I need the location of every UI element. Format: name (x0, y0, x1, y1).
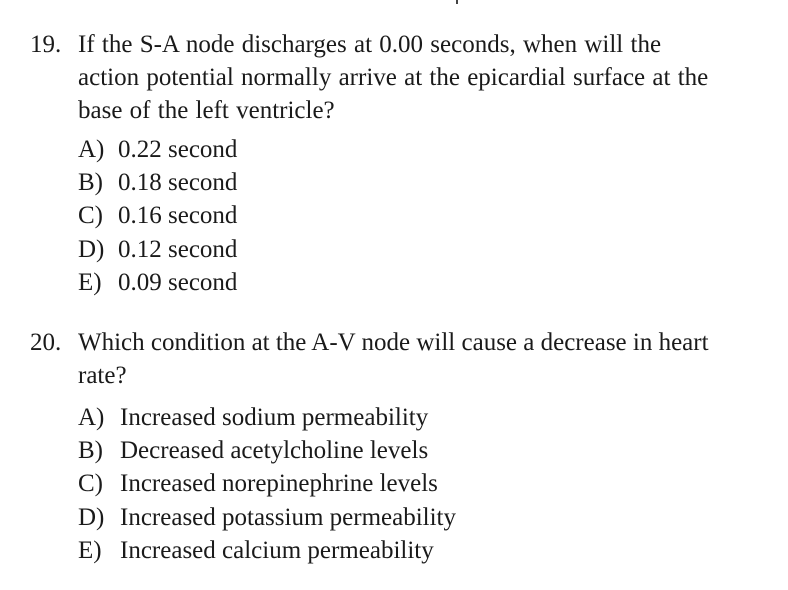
option-text: Increased sodium permeability (120, 404, 429, 431)
question-text: If the S-A node discharges at 0.00 seconds, when will the action potential normally arrive at the epicardial surface at the base of the left ventricle? (78, 31, 709, 124)
answer-option-d (78, 233, 710, 266)
option-text: Increased calcium permeability (120, 536, 434, 564)
answer-option-e (78, 266, 710, 299)
page-edge-mark (456, 0, 458, 4)
question-stem (30, 326, 710, 392)
option-text: Increased norepinephrine levels (120, 470, 438, 498)
option-letter: B) (78, 437, 103, 465)
option-text: 0.22 second (118, 136, 238, 163)
option-letter: B) (78, 169, 103, 197)
answer-options (30, 133, 710, 299)
option-letter: C) (78, 202, 103, 230)
answer-option-d (78, 501, 710, 534)
question-number: 19. (30, 31, 62, 58)
answer-option-c (78, 199, 710, 232)
option-text: Increased potassium permeability (120, 503, 456, 531)
question-number: 20. (30, 329, 62, 356)
question-20 (30, 326, 710, 567)
answer-option-b (78, 434, 710, 467)
answer-option-c (78, 467, 710, 500)
question-text: Which condition at the A-V node will cause a decrease in heart rate? (78, 329, 709, 389)
option-letter: A) (78, 136, 105, 163)
answer-option-a (78, 133, 710, 166)
answer-options (30, 401, 710, 567)
answer-option-a (78, 401, 710, 434)
option-letter: D) (78, 235, 105, 263)
option-text: 0.16 second (118, 202, 238, 230)
answer-option-e (78, 534, 710, 567)
option-text: 0.12 second (118, 235, 238, 263)
option-letter: E) (78, 268, 102, 296)
option-text: Decreased acetylcholine levels (120, 437, 429, 465)
option-letter: A) (78, 404, 105, 431)
answer-option-b (78, 166, 710, 199)
option-letter: C) (78, 470, 103, 498)
option-text: 0.09 second (118, 268, 238, 296)
option-letter: D) (78, 503, 105, 531)
option-text: 0.18 second (118, 169, 238, 197)
question-stem (30, 28, 710, 127)
question-19 (30, 28, 710, 299)
option-letter: E) (78, 536, 102, 564)
